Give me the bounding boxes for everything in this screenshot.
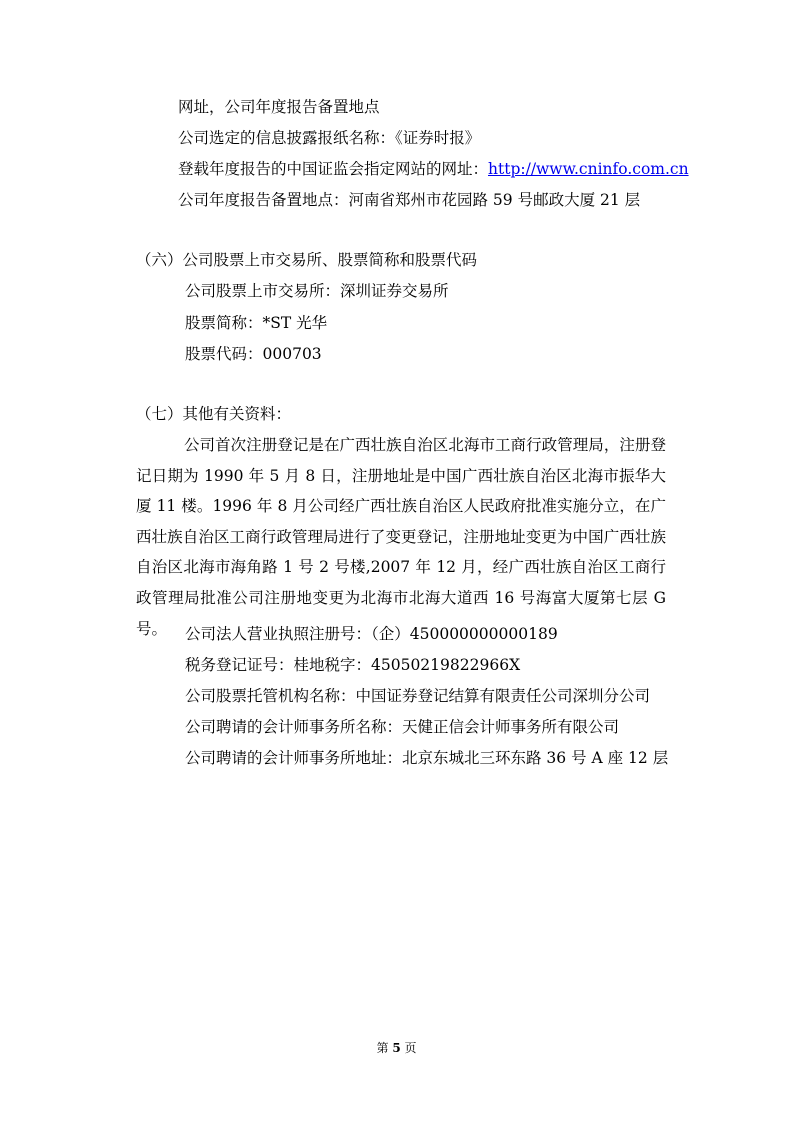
- business-license-line: 公司法人营业执照注册号：（企）450000000000189: [185, 625, 558, 643]
- report-location-line: 公司年度报告备置地点：河南省郑州市花园路 59 号邮政大厦 21 层: [178, 191, 641, 209]
- page-number: 5: [392, 1041, 401, 1055]
- website-and-location-line: 网址，公司年度报告备置地点: [178, 98, 380, 116]
- stock-exchange-line: 公司股票上市交易所：深圳证券交易所: [185, 282, 449, 300]
- section-6-heading: （六）公司股票上市交易所、股票简称和股票代码: [136, 251, 478, 269]
- footer-prefix: 第: [376, 1041, 389, 1055]
- custodian-line: 公司股票托管机构名称：中国证券登记结算有限责任公司深圳分公司: [185, 687, 651, 705]
- cninfo-link[interactable]: http://www.cninfo.com.cn: [488, 160, 689, 178]
- footer-suffix: 页: [404, 1041, 417, 1055]
- website-label: 登载年度报告的中国证监会指定网站的网址：: [178, 160, 489, 178]
- section-7-heading: （七）其他有关资料：: [136, 405, 292, 423]
- registration-history-paragraph: 公司首次注册登记是在广西壮族自治区北海市工商行政管理局，注册登记日期为 1990 年 5 月 8 日，注册地址是中国广西壮族自治区北海市振华大厦 11 楼。1996 年 8 月公司经广西壮族自治区人民政府批准实施分立，在广西壮族自治区工商行政管理局进行了变更登记，注册地址变更为中国广西壮族自治区北海市海角路 1 号 2 号楼,2007 年 12 月，经广西壮族自治区工商行政管理局批准公司注册地变更为北海市北海大道西 16 号海富大厦第七层 G 号。: [136, 436, 666, 638]
- stock-code-line: 股票代码：000703: [185, 345, 322, 363]
- tax-registration-line: 税务登记证号：桂地税字：45050219822966X: [185, 656, 521, 674]
- stock-short-name-line: 股票简称：*ST 光华: [185, 314, 328, 332]
- newspaper-name-line: 公司选定的信息披露报纸名称：《证券时报》: [178, 129, 481, 147]
- page-footer: [0, 1040, 793, 1056]
- auditor-name-line: 公司聘请的会计师事务所名称：天健正信会计师事务所有限公司: [185, 718, 620, 736]
- auditor-address-line: 公司聘请的会计师事务所地址：北京东城北三环东路 36 号 A 座 12 层: [185, 749, 669, 767]
- website-line: [178, 159, 689, 179]
